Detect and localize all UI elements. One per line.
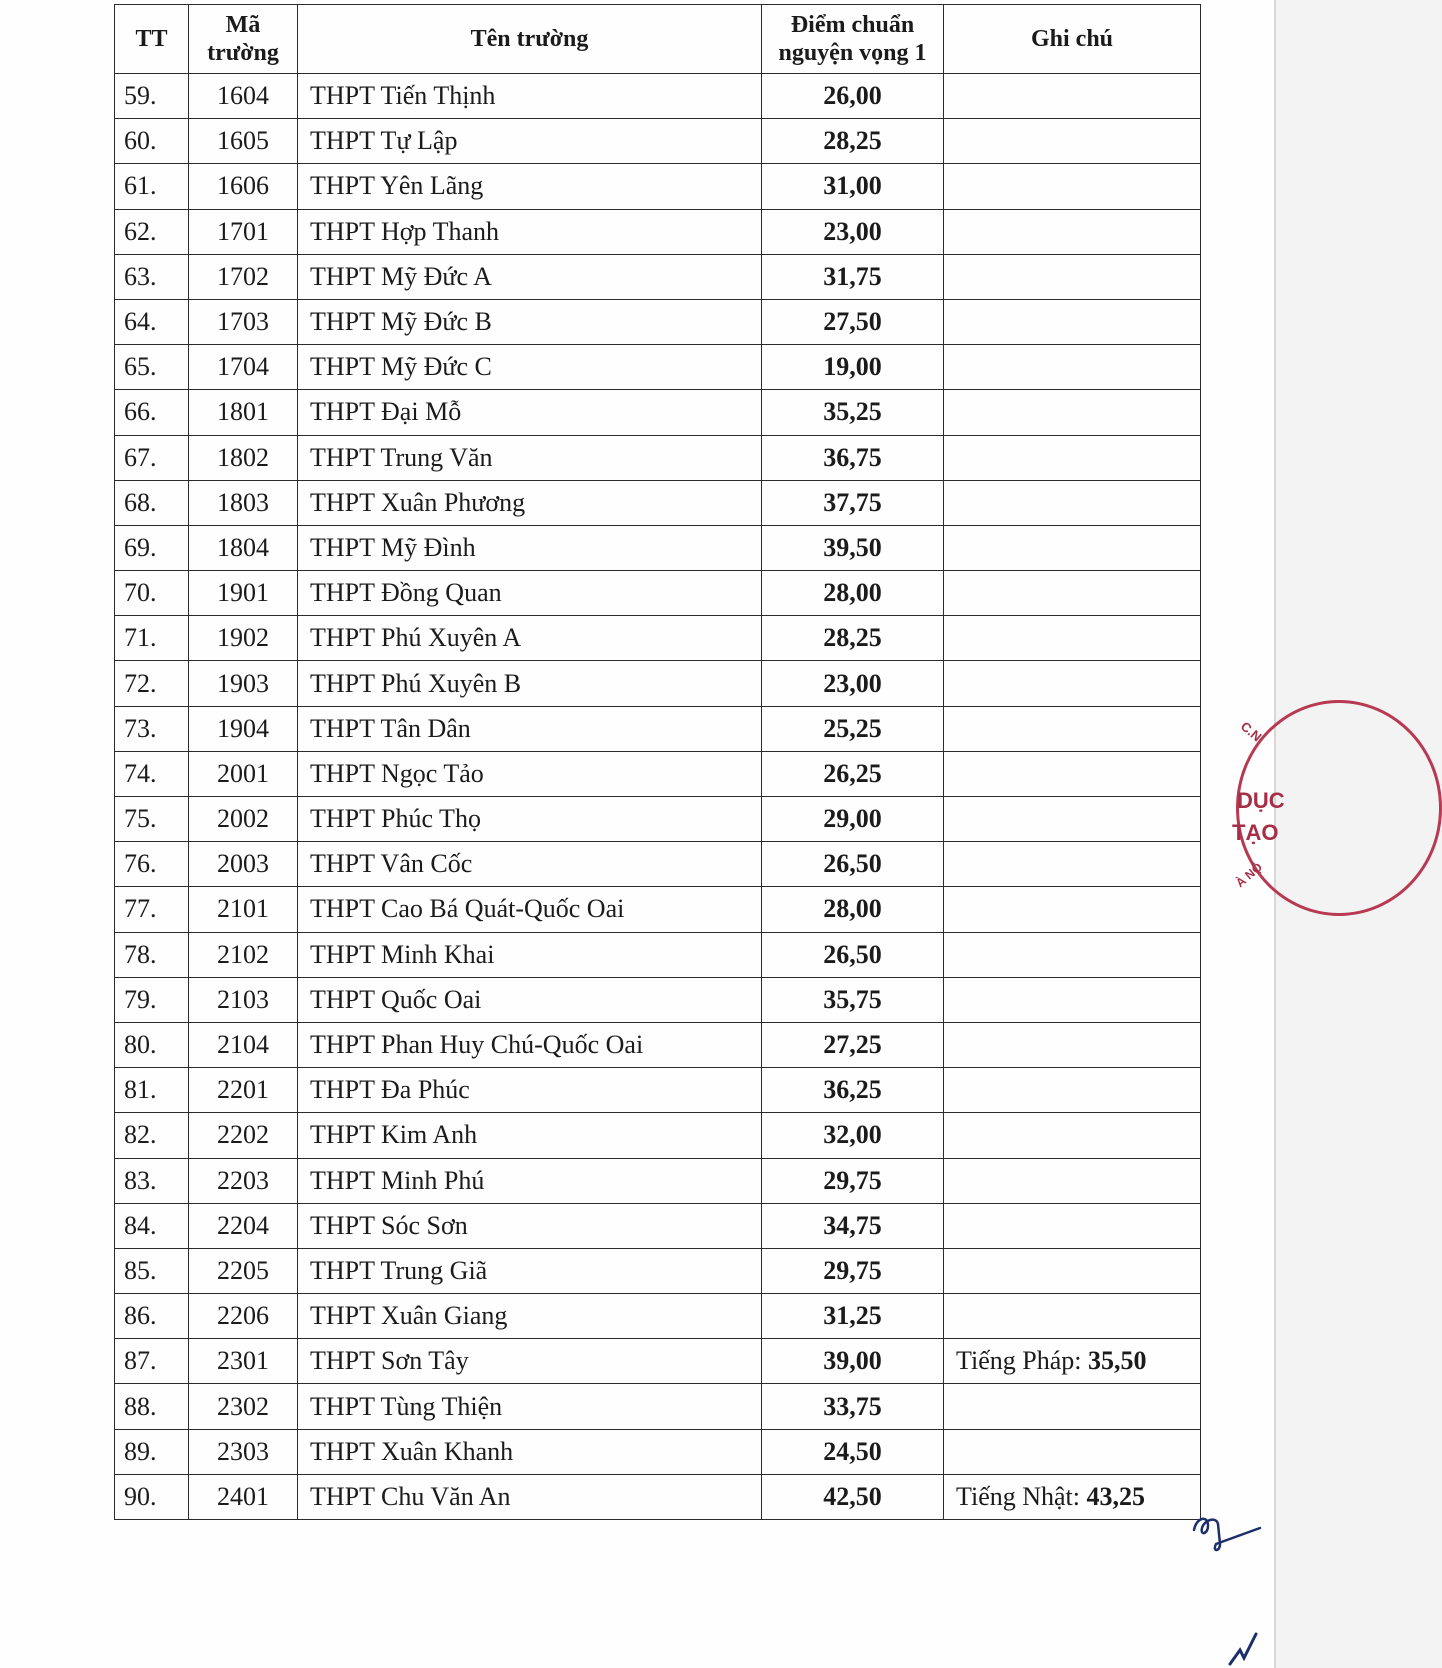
school-code: 1802	[189, 435, 298, 480]
header-diem-chuan	[762, 5, 944, 74]
row-number: 59.	[115, 74, 189, 119]
note-cell	[944, 887, 1201, 932]
row-number: 76.	[115, 842, 189, 887]
row-number: 77.	[115, 887, 189, 932]
cutoff-score: 27,50	[762, 299, 944, 344]
school-name: THPT Hợp Thanh	[298, 209, 762, 254]
row-number: 73.	[115, 706, 189, 751]
seal-text-4: À NỘ	[1233, 859, 1265, 891]
table-row	[115, 1294, 1201, 1339]
school-name: THPT Ngọc Tảo	[298, 751, 762, 796]
table-row	[115, 525, 1201, 570]
school-name: THPT Sóc Sơn	[298, 1203, 762, 1248]
table-row	[115, 842, 1201, 887]
note-cell	[944, 797, 1201, 842]
school-name: THPT Phú Xuyên A	[298, 616, 762, 661]
note-cell	[944, 254, 1201, 299]
school-name: THPT Minh Phú	[298, 1158, 762, 1203]
school-name: THPT Vân Cốc	[298, 842, 762, 887]
row-number: 87.	[115, 1339, 189, 1384]
note-cell	[944, 1339, 1201, 1384]
note-cell	[944, 616, 1201, 661]
table-row	[115, 1384, 1201, 1429]
row-number: 64.	[115, 299, 189, 344]
table-row	[115, 1158, 1201, 1203]
row-number: 66.	[115, 390, 189, 435]
table-row	[115, 1022, 1201, 1067]
table-row	[115, 1339, 1201, 1384]
cutoff-score: 23,00	[762, 661, 944, 706]
header-ma-truong	[189, 5, 298, 74]
note-cell	[944, 1158, 1201, 1203]
row-number: 60.	[115, 119, 189, 164]
note-value: 43,25	[1086, 1481, 1145, 1511]
note-cell	[944, 299, 1201, 344]
note-cell	[944, 480, 1201, 525]
row-number: 68.	[115, 480, 189, 525]
cutoff-score: 29,75	[762, 1158, 944, 1203]
note-cell	[944, 977, 1201, 1022]
table-row	[115, 1474, 1201, 1519]
school-code: 2302	[189, 1384, 298, 1429]
table-row	[115, 74, 1201, 119]
note-cell	[944, 932, 1201, 977]
school-name: THPT Tân Dân	[298, 706, 762, 751]
row-number: 61.	[115, 164, 189, 209]
cutoff-score: 19,00	[762, 345, 944, 390]
school-name: THPT Quốc Oai	[298, 977, 762, 1022]
table-row	[115, 661, 1201, 706]
row-number: 84.	[115, 1203, 189, 1248]
note-cell	[944, 661, 1201, 706]
cutoff-score: 39,00	[762, 1339, 944, 1384]
school-name: THPT Trung Văn	[298, 435, 762, 480]
row-number: 82.	[115, 1113, 189, 1158]
table-row	[115, 1248, 1201, 1293]
note-cell	[944, 1384, 1201, 1429]
school-code: 2301	[189, 1339, 298, 1384]
header-ghichu-label: Ghi chú	[1030, 26, 1114, 52]
table-row	[115, 480, 1201, 525]
row-number: 88.	[115, 1384, 189, 1429]
header-ma-line1: Mã	[225, 12, 261, 38]
cutoff-score: 42,50	[762, 1474, 944, 1519]
header-ghi-chu	[944, 5, 1201, 74]
school-code: 1901	[189, 571, 298, 616]
note-label: Tiếng Nhật:	[956, 1481, 1080, 1511]
cutoff-score: 26,50	[762, 932, 944, 977]
school-name: THPT Kim Anh	[298, 1113, 762, 1158]
cutoff-score: 28,00	[762, 887, 944, 932]
table-row	[115, 887, 1201, 932]
handwritten-tick-mark	[1226, 1628, 1266, 1668]
cutoff-score: 29,75	[762, 1248, 944, 1293]
school-code: 2102	[189, 932, 298, 977]
cutoff-score: 23,00	[762, 209, 944, 254]
cutoff-score: 35,25	[762, 390, 944, 435]
school-name: THPT Cao Bá Quát-Quốc Oai	[298, 887, 762, 932]
cutoff-score: 39,50	[762, 525, 944, 570]
note-cell	[944, 1248, 1201, 1293]
table-row	[115, 164, 1201, 209]
school-code: 1701	[189, 209, 298, 254]
header-tt-label: TT	[135, 26, 168, 52]
school-code: 2104	[189, 1022, 298, 1067]
note-cell	[944, 706, 1201, 751]
school-code: 1904	[189, 706, 298, 751]
row-number: 62.	[115, 209, 189, 254]
note-cell	[944, 1474, 1201, 1519]
table-row	[115, 751, 1201, 796]
row-number: 65.	[115, 345, 189, 390]
school-name: THPT Mỹ Đình	[298, 525, 762, 570]
school-code: 2003	[189, 842, 298, 887]
school-name: THPT Đa Phúc	[298, 1068, 762, 1113]
note-cell	[944, 1022, 1201, 1067]
school-name: THPT Xuân Phương	[298, 480, 762, 525]
table-row	[115, 254, 1201, 299]
table-row	[115, 1068, 1201, 1113]
school-name: THPT Mỹ Đức C	[298, 345, 762, 390]
admission-score-table	[114, 4, 1201, 1520]
school-name: THPT Phúc Thọ	[298, 797, 762, 842]
row-number: 74.	[115, 751, 189, 796]
school-name: THPT Xuân Giang	[298, 1294, 762, 1339]
table-body	[115, 74, 1201, 1520]
school-name: THPT Mỹ Đức A	[298, 254, 762, 299]
table-row	[115, 1429, 1201, 1474]
row-number: 86.	[115, 1294, 189, 1339]
row-number: 80.	[115, 1022, 189, 1067]
cutoff-score: 33,75	[762, 1384, 944, 1429]
table-row	[115, 1113, 1201, 1158]
cutoff-score: 31,25	[762, 1294, 944, 1339]
seal-text-2: DỤC	[1237, 788, 1285, 813]
table-row	[115, 977, 1201, 1022]
red-seal-stamp	[1226, 700, 1285, 930]
table-row	[115, 932, 1201, 977]
row-number: 89.	[115, 1429, 189, 1474]
table-row	[115, 616, 1201, 661]
cutoff-score: 35,75	[762, 977, 944, 1022]
cutoff-score: 28,00	[762, 571, 944, 616]
note-cell	[944, 571, 1201, 616]
note-cell	[944, 525, 1201, 570]
school-code: 1604	[189, 74, 298, 119]
row-number: 83.	[115, 1158, 189, 1203]
school-code: 2205	[189, 1248, 298, 1293]
table-row	[115, 345, 1201, 390]
school-code: 1702	[189, 254, 298, 299]
note-cell	[944, 751, 1201, 796]
note-cell	[944, 1429, 1201, 1474]
cutoff-score: 34,75	[762, 1203, 944, 1248]
school-name: THPT Sơn Tây	[298, 1339, 762, 1384]
school-name: THPT Phú Xuyên B	[298, 661, 762, 706]
school-code: 2202	[189, 1113, 298, 1158]
seal-text-1: C.N	[1237, 718, 1265, 745]
cutoff-score: 36,25	[762, 1068, 944, 1113]
school-code: 1704	[189, 345, 298, 390]
note-cell	[944, 435, 1201, 480]
school-name: THPT Đại Mỗ	[298, 390, 762, 435]
cutoff-score: 27,25	[762, 1022, 944, 1067]
table-row	[115, 209, 1201, 254]
cutoff-score: 26,25	[762, 751, 944, 796]
seal-text-3: TẠO	[1232, 820, 1279, 845]
row-number: 70.	[115, 571, 189, 616]
header-ten-truong	[298, 5, 762, 74]
cutoff-score: 37,75	[762, 480, 944, 525]
row-number: 63.	[115, 254, 189, 299]
note-cell	[944, 209, 1201, 254]
school-code: 1703	[189, 299, 298, 344]
school-code: 2303	[189, 1429, 298, 1474]
cutoff-score: 26,00	[762, 74, 944, 119]
school-code: 2203	[189, 1158, 298, 1203]
cutoff-score: 32,00	[762, 1113, 944, 1158]
cutoff-score: 36,75	[762, 435, 944, 480]
table-row	[115, 797, 1201, 842]
note-cell	[944, 1203, 1201, 1248]
school-name: THPT Xuân Khanh	[298, 1429, 762, 1474]
table-row	[115, 119, 1201, 164]
row-number: 69.	[115, 525, 189, 570]
school-code: 1801	[189, 390, 298, 435]
table-header	[115, 5, 1201, 74]
school-code: 1606	[189, 164, 298, 209]
note-value: 35,50	[1087, 1346, 1147, 1376]
header-ma-line2: trường	[207, 40, 279, 66]
cutoff-score: 24,50	[762, 1429, 944, 1474]
school-name: THPT Trung Giã	[298, 1248, 762, 1293]
school-code: 1902	[189, 616, 298, 661]
school-name: THPT Tùng Thiện	[298, 1384, 762, 1429]
school-name: THPT Đồng Quan	[298, 571, 762, 616]
school-code: 1804	[189, 525, 298, 570]
cutoff-score: 29,00	[762, 797, 944, 842]
school-code: 2002	[189, 797, 298, 842]
school-code: 2101	[189, 887, 298, 932]
school-name: THPT Chu Văn An	[298, 1474, 762, 1519]
header-diem-line1: Điểm chuẩn	[790, 12, 915, 38]
school-name: THPT Tự Lập	[298, 119, 762, 164]
note-cell	[944, 119, 1201, 164]
row-number: 90.	[115, 1474, 189, 1519]
header-row	[115, 5, 1201, 74]
cutoff-score: 28,25	[762, 119, 944, 164]
table-row	[115, 435, 1201, 480]
handwritten-initial-signature	[1186, 1500, 1266, 1560]
header-ten-label: Tên trường	[470, 26, 589, 52]
school-name: THPT Phan Huy Chú-Quốc Oai	[298, 1022, 762, 1067]
school-code: 2206	[189, 1294, 298, 1339]
table-row	[115, 299, 1201, 344]
row-number: 79.	[115, 977, 189, 1022]
school-code: 2401	[189, 1474, 298, 1519]
table-row	[115, 571, 1201, 616]
school-name: THPT Mỹ Đức B	[298, 299, 762, 344]
row-number: 85.	[115, 1248, 189, 1293]
row-number: 78.	[115, 932, 189, 977]
header-diem-line2: nguyện vọng 1	[778, 40, 927, 66]
cutoff-score: 31,75	[762, 254, 944, 299]
cutoff-score: 25,25	[762, 706, 944, 751]
school-code: 2001	[189, 751, 298, 796]
header-tt	[115, 5, 189, 74]
cutoff-score: 31,00	[762, 164, 944, 209]
cutoff-score: 28,25	[762, 616, 944, 661]
school-code: 2103	[189, 977, 298, 1022]
school-code: 1903	[189, 661, 298, 706]
school-code: 2201	[189, 1068, 298, 1113]
row-number: 72.	[115, 661, 189, 706]
table-row	[115, 706, 1201, 751]
row-number: 71.	[115, 616, 189, 661]
note-label: Tiếng Pháp:	[956, 1346, 1082, 1376]
school-code: 1803	[189, 480, 298, 525]
school-name: THPT Minh Khai	[298, 932, 762, 977]
note-cell	[944, 1294, 1201, 1339]
note-cell	[944, 842, 1201, 887]
note-cell	[944, 390, 1201, 435]
note-cell	[944, 1113, 1201, 1158]
school-code: 2204	[189, 1203, 298, 1248]
note-cell	[944, 74, 1201, 119]
table-row	[115, 1203, 1201, 1248]
note-cell	[944, 1068, 1201, 1113]
table-row	[115, 390, 1201, 435]
row-number: 75.	[115, 797, 189, 842]
school-code: 1605	[189, 119, 298, 164]
row-number: 81.	[115, 1068, 189, 1113]
row-number: 67.	[115, 435, 189, 480]
note-cell	[944, 164, 1201, 209]
note-cell	[944, 345, 1201, 390]
school-name: THPT Yên Lãng	[298, 164, 762, 209]
cutoff-score: 26,50	[762, 842, 944, 887]
school-name: THPT Tiến Thịnh	[298, 74, 762, 119]
